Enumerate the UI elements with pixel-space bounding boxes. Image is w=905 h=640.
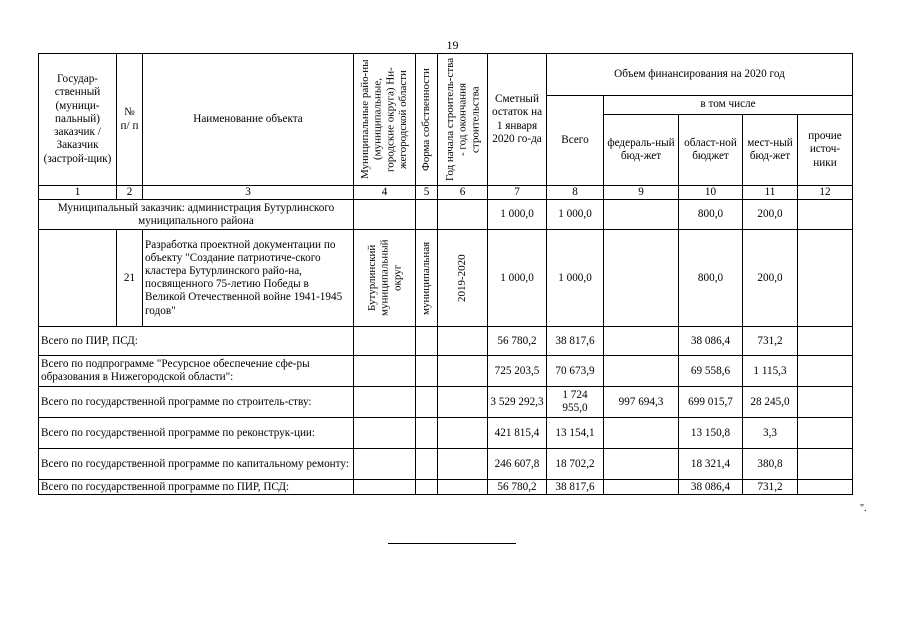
empty-cell [604,230,679,327]
header-including: в том числе [604,96,853,115]
header-districts-cell [354,54,416,186]
empty-cell [354,480,416,495]
empty-cell [798,480,853,495]
empty-cell [798,200,853,230]
header-other: прочие источ-ники [798,115,853,186]
object-ownership: муниципальная [420,241,433,315]
object-years-cell [438,230,488,327]
summary-row [39,387,853,418]
summary-local: 731,2 [743,327,798,356]
summary-label: Всего по государственной программе по строитель-ству: [39,387,354,418]
empty-cell [798,418,853,449]
summary-federal [604,449,679,480]
empty-cell [438,200,488,230]
empty-cell [416,200,438,230]
summary-local: 1 115,3 [743,356,798,387]
summary-total: 13 154,1 [547,418,604,449]
header-years-cell [438,54,488,186]
empty-cell [438,418,488,449]
empty-cell [354,356,416,387]
header-financing: Объем финансирования на 2020 год [547,54,853,96]
empty-cell [354,200,416,230]
column-number: 4 [354,186,416,200]
summary-total: 70 673,9 [547,356,604,387]
object-district: Бутурлинский муниципальный округ [365,239,403,317]
header-ownership: Форма собственности [420,68,433,171]
empty-cell [798,327,853,356]
summary-row [39,327,853,356]
header-years: Год начала строитель-ства - год окончания строительства [443,57,481,182]
summary-label: Всего по государственной программе по капитальному ремонту: [39,449,354,480]
summary-federal: 997 694,3 [604,387,679,418]
summary-balance: 56 780,2 [488,480,547,495]
object-local: 200,0 [743,230,798,327]
object-years: 2019-2020 [456,254,469,303]
closing-quote-mark: ". [860,503,867,514]
summary-row [39,480,853,495]
empty-cell [798,449,853,480]
empty-cell [798,387,853,418]
empty-cell [438,480,488,495]
summary-local: 731,2 [743,480,798,495]
empty-cell [416,387,438,418]
summary-total: 1 724 955,0 [547,387,604,418]
summary-balance: 3 529 292,3 [488,387,547,418]
empty-cell [416,418,438,449]
object-num: 21 [117,230,143,327]
summary-local: 380,8 [743,449,798,480]
summary-local: 28 245,0 [743,387,798,418]
column-number: 2 [117,186,143,200]
empty-cell [438,449,488,480]
header-num: № п/ п [117,54,143,186]
summary-row [39,418,853,449]
summary-row [39,449,853,480]
empty-cell [604,200,679,230]
summary-regional: 38 086,4 [679,480,743,495]
empty-cell [39,230,117,327]
summary-federal [604,480,679,495]
column-number: 12 [798,186,853,200]
empty-cell [354,418,416,449]
empty-cell [798,356,853,387]
summary-total: 18 702,2 [547,449,604,480]
customer-regional: 800,0 [679,200,743,230]
summary-balance: 421 815,4 [488,418,547,449]
summary-local: 3,3 [743,418,798,449]
summary-balance: 56 780,2 [488,327,547,356]
page-number: 19 [446,38,459,52]
object-district-cell [354,230,416,327]
customer-label: Муниципальный заказчик: администрация Бутурлинского муниципального района [39,200,354,230]
empty-cell [438,387,488,418]
empty-cell [416,449,438,480]
summary-label: Всего по подпрограмме "Ресурсное обеспечение сфе-ры образования в Нижегородской области": [39,356,354,387]
summary-regional: 699 015,7 [679,387,743,418]
empty-cell [438,356,488,387]
column-number: 8 [547,186,604,200]
header-ownership-cell [416,54,438,186]
column-numbers-row [39,186,853,200]
object-total: 1 000,0 [547,230,604,327]
summary-label: Всего по государственной программе по ПИР, ПСД: [39,480,354,495]
summary-label: Всего по ПИР, ПСД: [39,327,354,356]
summary-regional: 38 086,4 [679,327,743,356]
summary-balance: 725 203,5 [488,356,547,387]
column-number: 6 [438,186,488,200]
summary-total: 38 817,6 [547,480,604,495]
object-regional: 800,0 [679,230,743,327]
header-local: мест-ный бюд-жет [743,115,798,186]
header-customer: Государ-ственный (муници-пальный) заказчик / Заказчик (застрой-щик) [39,54,117,186]
object-row [39,230,853,327]
summary-label: Всего по государственной программе по реконструк-ции: [39,418,354,449]
object-ownership-cell [416,230,438,327]
header-total: Всего [547,96,604,186]
header-object-name: Наименование объекта [143,54,354,186]
summary-federal [604,356,679,387]
header-row-1 [39,54,853,96]
header-federal: федераль-ный бюд-жет [604,115,679,186]
empty-cell [438,327,488,356]
column-number: 3 [143,186,354,200]
summary-balance: 246 607,8 [488,449,547,480]
footer-separator-line [388,543,516,544]
column-number: 11 [743,186,798,200]
column-number: 9 [604,186,679,200]
header-regional: област-ной бюджет [679,115,743,186]
summary-total: 38 817,6 [547,327,604,356]
summary-regional: 69 558,6 [679,356,743,387]
column-number: 5 [416,186,438,200]
column-number: 7 [488,186,547,200]
header-districts: Муниципальные райо-ны (муниципальные, городские округа) Ни-жегородской области [359,59,410,180]
empty-cell [354,449,416,480]
object-balance: 1 000,0 [488,230,547,327]
header-balance: Сметный остаток на 1 января 2020 го-да [488,54,547,186]
summary-regional: 18 321,4 [679,449,743,480]
summary-federal [604,327,679,356]
customer-total: 1 000,0 [547,200,604,230]
customer-local: 200,0 [743,200,798,230]
column-number: 10 [679,186,743,200]
customer-row [39,200,853,230]
empty-cell [416,480,438,495]
empty-cell [416,327,438,356]
summary-row [39,356,853,387]
empty-cell [354,327,416,356]
empty-cell [354,387,416,418]
financing-table [38,53,853,495]
summary-regional: 13 150,8 [679,418,743,449]
empty-cell [416,356,438,387]
object-name: Разработка проектной документации по объекту "Создание патриотиче-ского кластера Бутурлинского райо-на, посвященного 75-летию Победы в Великой Отечественной войне 1941-1945 годов" [143,230,354,327]
customer-balance: 1 000,0 [488,200,547,230]
summary-federal [604,418,679,449]
empty-cell [798,230,853,327]
column-number: 1 [39,186,117,200]
